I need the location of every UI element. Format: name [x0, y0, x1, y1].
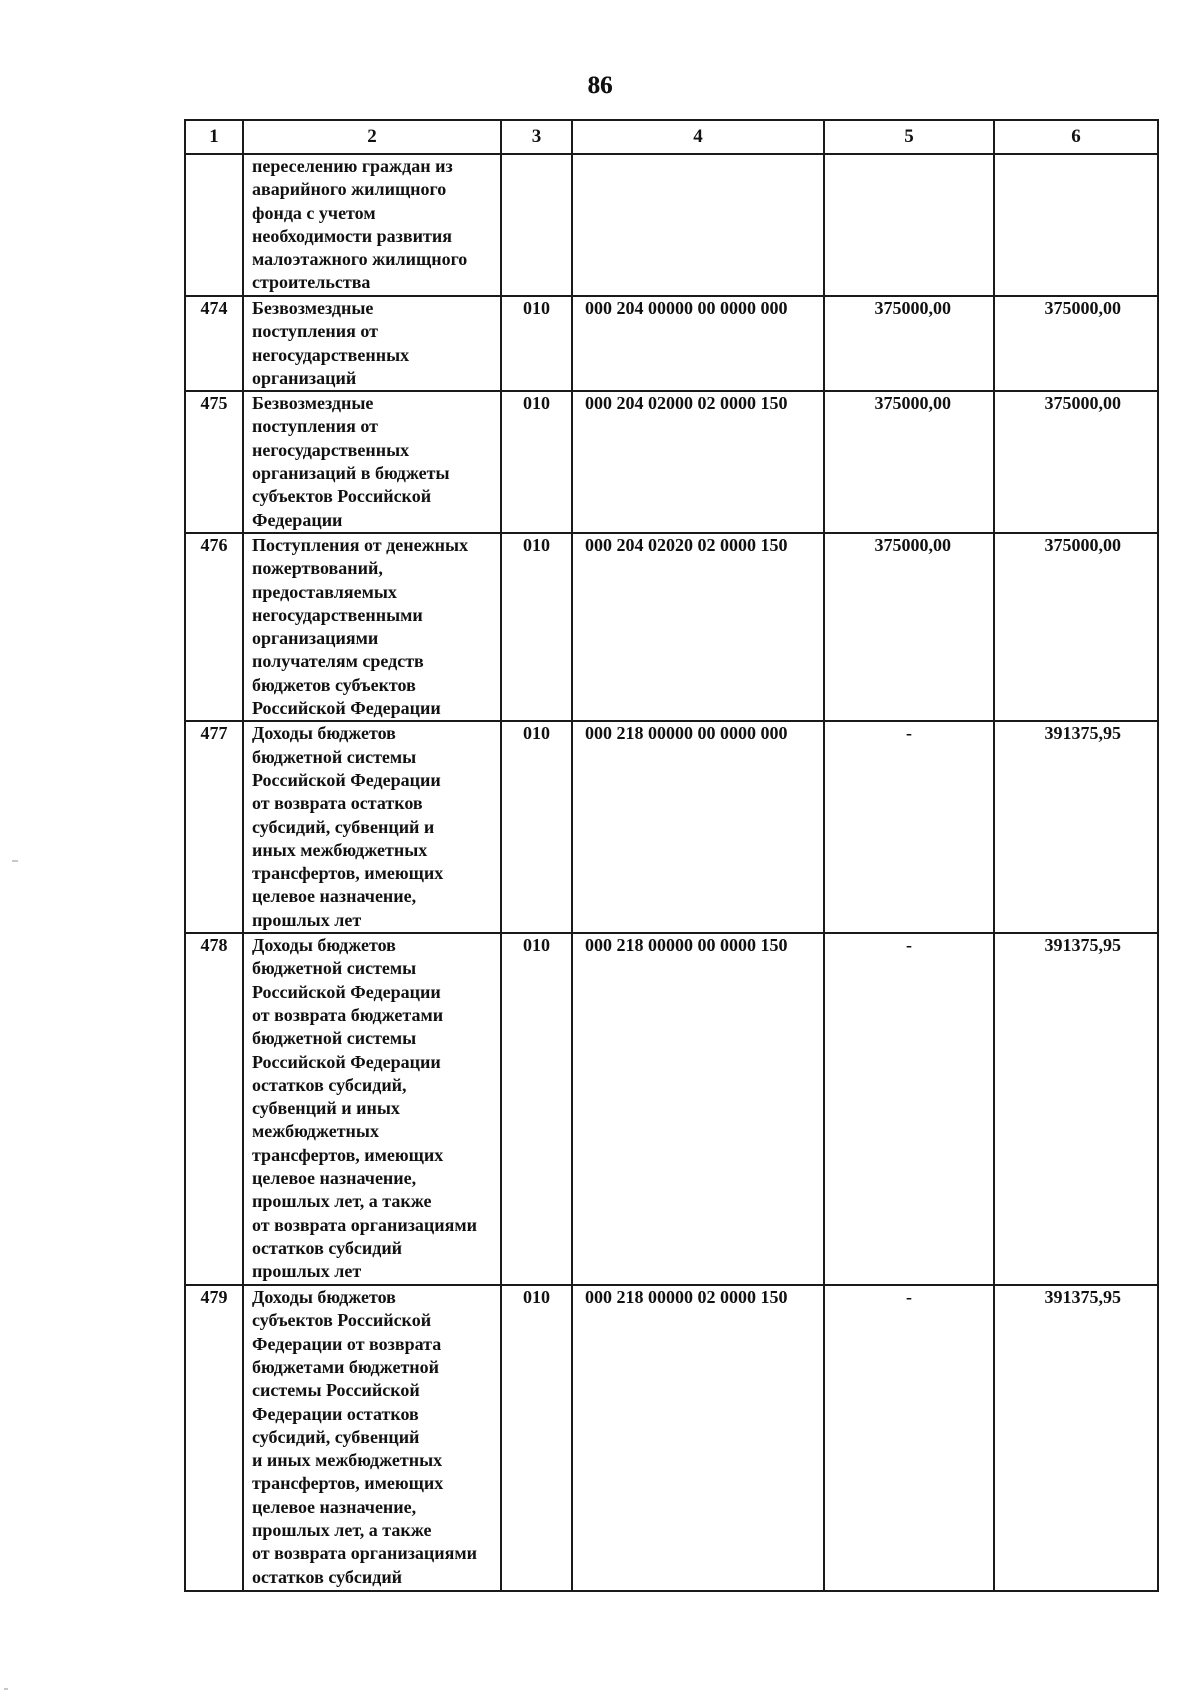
scan-mark [4, 1688, 8, 1690]
row-number: 475 [185, 391, 243, 533]
row-name: переселению граждан из аварийного жилищного фонда с учетом необходимости развития малоэтажного жилищного строительства [243, 154, 501, 296]
row-name: Безвозмездные поступления от негосударственных организаций в бюджеты субъектов Российской Федерации [243, 391, 501, 533]
table-row [185, 721, 1158, 933]
row-number: 478 [185, 933, 243, 1285]
row-sum-col5: - [824, 933, 994, 1285]
row-code: 010 [501, 296, 572, 391]
row-number [185, 154, 243, 296]
row-kbk: 000 218 00000 02 0000 150 [572, 1285, 824, 1591]
row-code: 010 [501, 721, 572, 933]
row-sum-col6 [994, 154, 1158, 296]
row-sum-col5: 375000,00 [824, 533, 994, 721]
row-kbk [572, 154, 824, 296]
table-row [185, 296, 1158, 391]
row-name: Безвозмездные поступления от негосударственных организаций [243, 296, 501, 391]
table-row [185, 933, 1158, 1285]
row-sum-col5: - [824, 1285, 994, 1591]
row-kbk: 000 218 00000 00 0000 000 [572, 721, 824, 933]
row-sum-col6: 391375,95 [994, 721, 1158, 933]
row-name: Доходы бюджетов бюджетной системы Российской Федерации от возврата бюджетами бюджетной системы Российской Федерации остатков субсидий, субвенций и иных межбюджетных трансфертов, имеющих целевое назначение, прошлых лет, а также от возврата организациями остатков субсидий прошлых лет [243, 933, 501, 1285]
row-sum-col6: 391375,95 [994, 1285, 1158, 1591]
column-header-2: 2 [243, 120, 501, 154]
row-code [501, 154, 572, 296]
table-row [185, 1285, 1158, 1591]
row-code: 010 [501, 933, 572, 1285]
row-code: 010 [501, 533, 572, 721]
row-sum-col5 [824, 154, 994, 296]
row-kbk: 000 204 02000 02 0000 150 [572, 391, 824, 533]
row-name: Поступления от денежных пожертвований, предоставляемых негосударственными организациями получателям средств бюджетов субъектов Российской Федерации [243, 533, 501, 721]
row-sum-col6: 375000,00 [994, 391, 1158, 533]
row-code: 010 [501, 1285, 572, 1591]
row-kbk: 000 204 02020 02 0000 150 [572, 533, 824, 721]
row-sum-col6: 375000,00 [994, 296, 1158, 391]
row-sum-col5: 375000,00 [824, 391, 994, 533]
row-sum-col5: 375000,00 [824, 296, 994, 391]
row-kbk: 000 218 00000 00 0000 150 [572, 933, 824, 1285]
row-kbk: 000 204 00000 00 0000 000 [572, 296, 824, 391]
row-number: 476 [185, 533, 243, 721]
column-header-3: 3 [501, 120, 572, 154]
row-sum-col6: 375000,00 [994, 533, 1158, 721]
table-header-row [185, 120, 1158, 154]
row-name: Доходы бюджетов субъектов Российской Федерации от возврата бюджетами бюджетной системы Российской Федерации остатков субсидий, субвенций и иных межбюджетных трансфертов, имеющих целевое назначение, прошлых лет, а также от возврата организациями остатков субсидий [243, 1285, 501, 1591]
scan-mark [12, 860, 18, 862]
column-header-1: 1 [185, 120, 243, 154]
page-number: 86 [587, 72, 613, 99]
row-name: Доходы бюджетов бюджетной системы Российской Федерации от возврата остатков субсидий, субвенций и иных межбюджетных трансфертов, имеющих целевое назначение, прошлых лет [243, 721, 501, 933]
table-row [185, 154, 1158, 296]
table-row [185, 533, 1158, 721]
row-number: 477 [185, 721, 243, 933]
row-number: 474 [185, 296, 243, 391]
row-number: 479 [185, 1285, 243, 1591]
column-header-5: 5 [824, 120, 994, 154]
row-sum-col6: 391375,95 [994, 933, 1158, 1285]
row-sum-col5: - [824, 721, 994, 933]
row-code: 010 [501, 391, 572, 533]
budget-table [184, 119, 1159, 1592]
table-row [185, 391, 1158, 533]
column-header-6: 6 [994, 120, 1158, 154]
column-header-4: 4 [572, 120, 824, 154]
